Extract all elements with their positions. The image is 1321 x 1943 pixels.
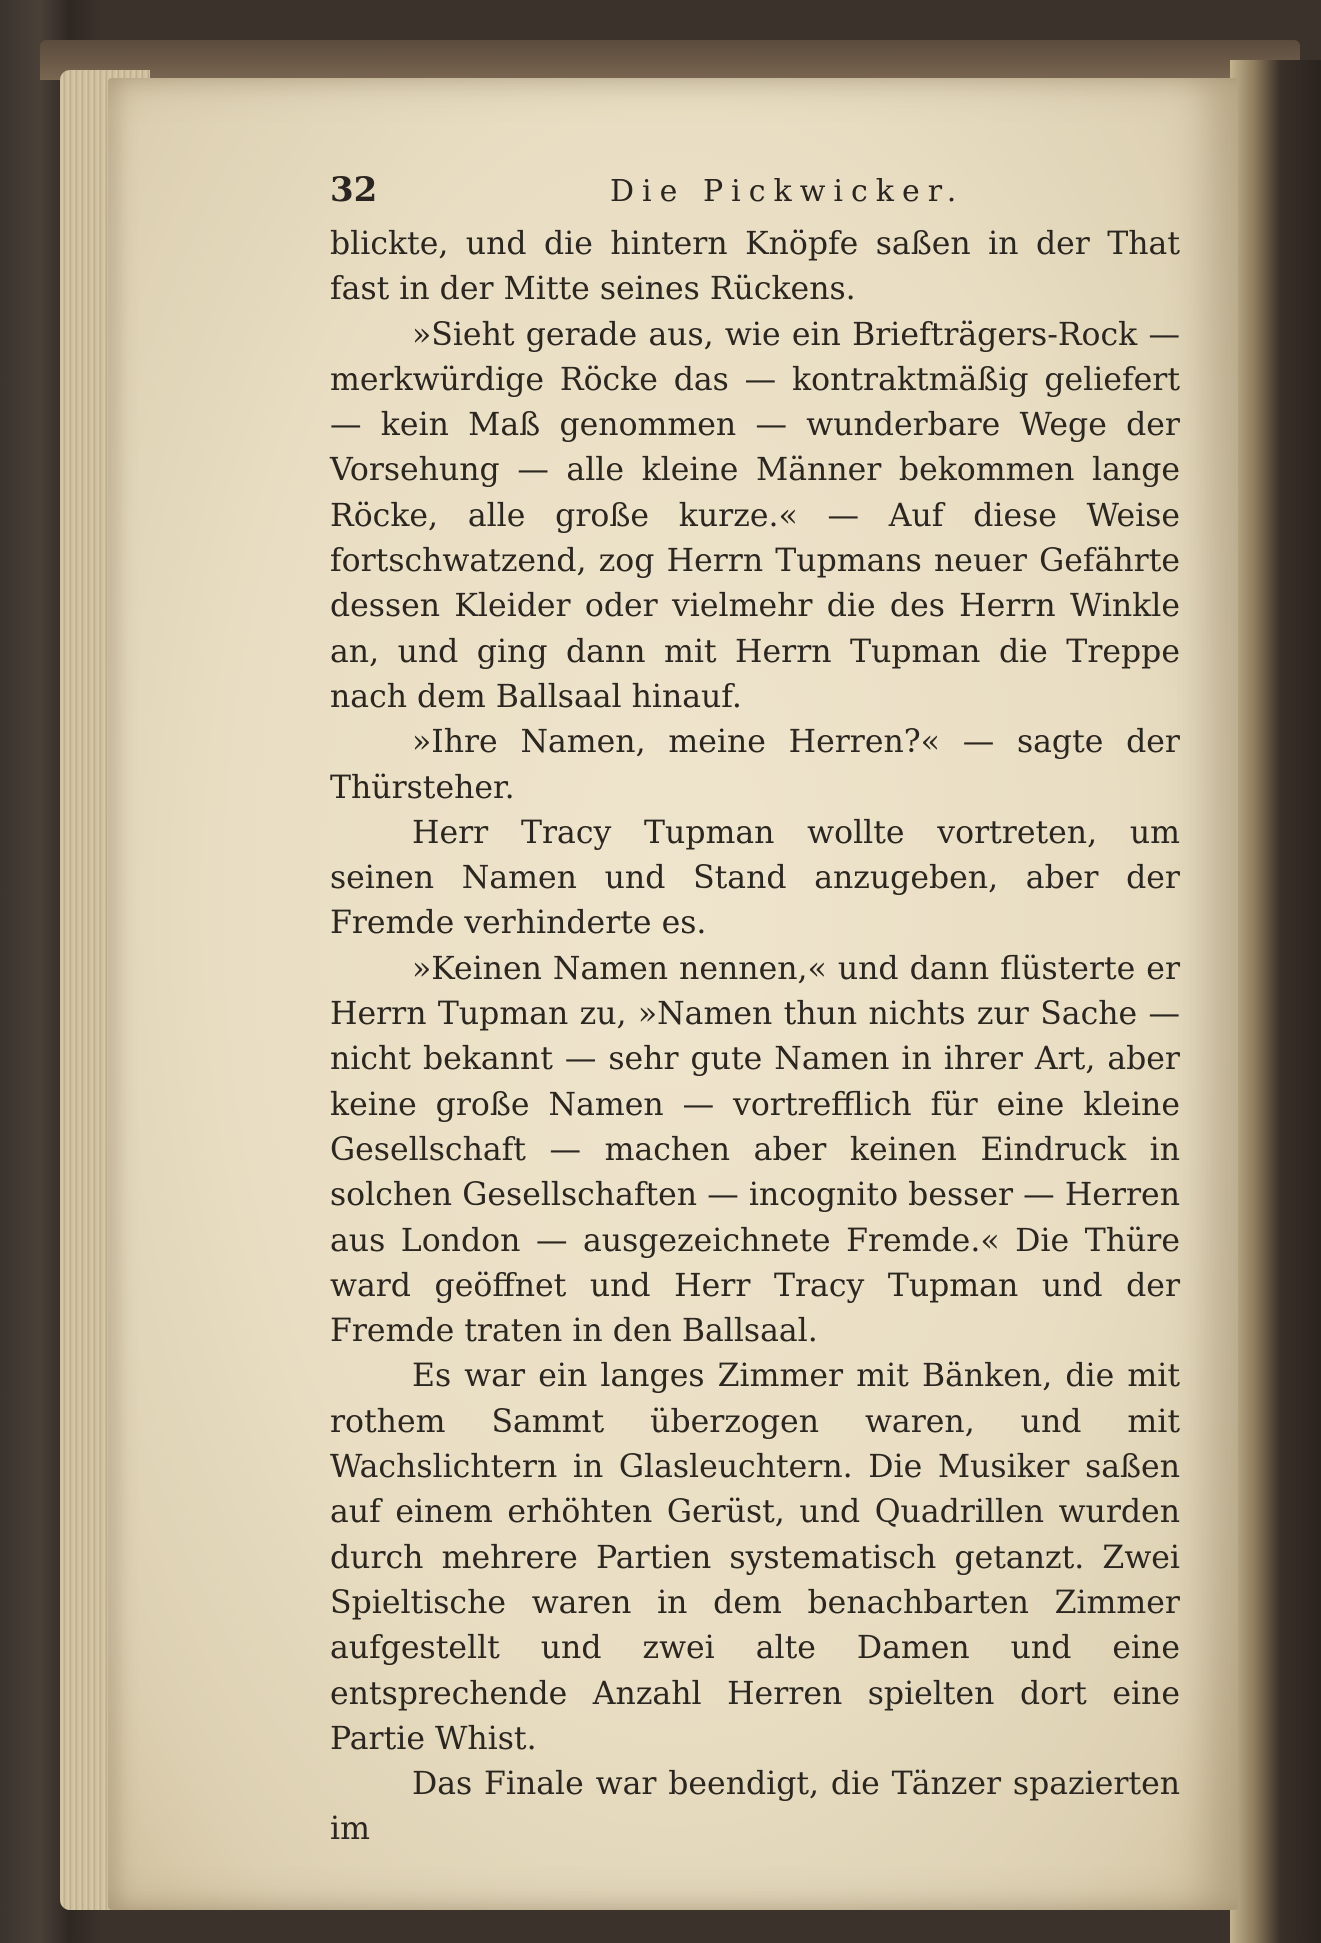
body-text	[330, 222, 1180, 1853]
paragraph: »Sieht gerade aus, wie ein Briefträgers-Rock — merkwürdige Röcke das — kontraktmäßig geliefert — kein Maß genommen — wunderbare Wege der Vorsehung — alle kleine Männer bekommen lange Röcke, alle große kurze.« — Auf diese Weise fortschwatzend, zog Herrn Tupmans neuer Gefährte dessen Kleider oder vielmehr die des Herrn Winkle an, und ging dann mit Herrn Tupman die Treppe nach dem Ballsaal hinauf.	[330, 316, 1180, 715]
page-number: 32	[330, 170, 378, 210]
paragraph: Herr Tracy Tupman wollte vortreten, um seinen Namen und Stand anzugeben, aber der Fremde verhinderte es.	[330, 814, 1180, 942]
paragraph: Das Finale war beendigt, die Tänzer spazierten im	[330, 1766, 1180, 1848]
running-title: Die Pickwicker.	[610, 174, 965, 209]
paragraph: blickte, und die hintern Knöpfe saßen in der That fast in der Mitte seines Rückens.	[330, 226, 1180, 308]
page-header	[330, 170, 1180, 220]
paragraph: »Keinen Namen nennen,« und dann flüsterte er Herrn Tupman zu, »Namen thun nichts zur Sache — nicht bekannt — sehr gute Namen in ihrer Art, aber keine große Namen — vortrefflich für eine kleine Gesellschaft — machen aber keinen Eindruck in solchen Gesellschaften — incognito besser — Herren aus London — ausgezeichnete Fremde.« Die Thüre ward geöffnet und Herr Tracy Tupman und der Fremde traten in den Ballsaal.	[330, 950, 1180, 1350]
paragraph: »Ihre Namen, meine Herren?« — sagte der Thürsteher.	[330, 724, 1180, 806]
cover-top-edge	[40, 40, 1300, 80]
book-gutter	[1230, 60, 1321, 1943]
paragraph: Es war ein langes Zimmer mit Bänken, die mit rothem Sammt überzogen waren, und mit Wachslichtern in Glasleuchtern. Die Musiker saßen auf einem erhöhten Gerüst, und Quadrillen wurden durch mehrere Partien systematisch getanzt. Zwei Spieltische waren in dem benachbarten Zimmer aufgestellt und zwei alte Damen und eine entsprechende Anzahl Herren spielten dort eine Partie Whist.	[330, 1358, 1180, 1757]
